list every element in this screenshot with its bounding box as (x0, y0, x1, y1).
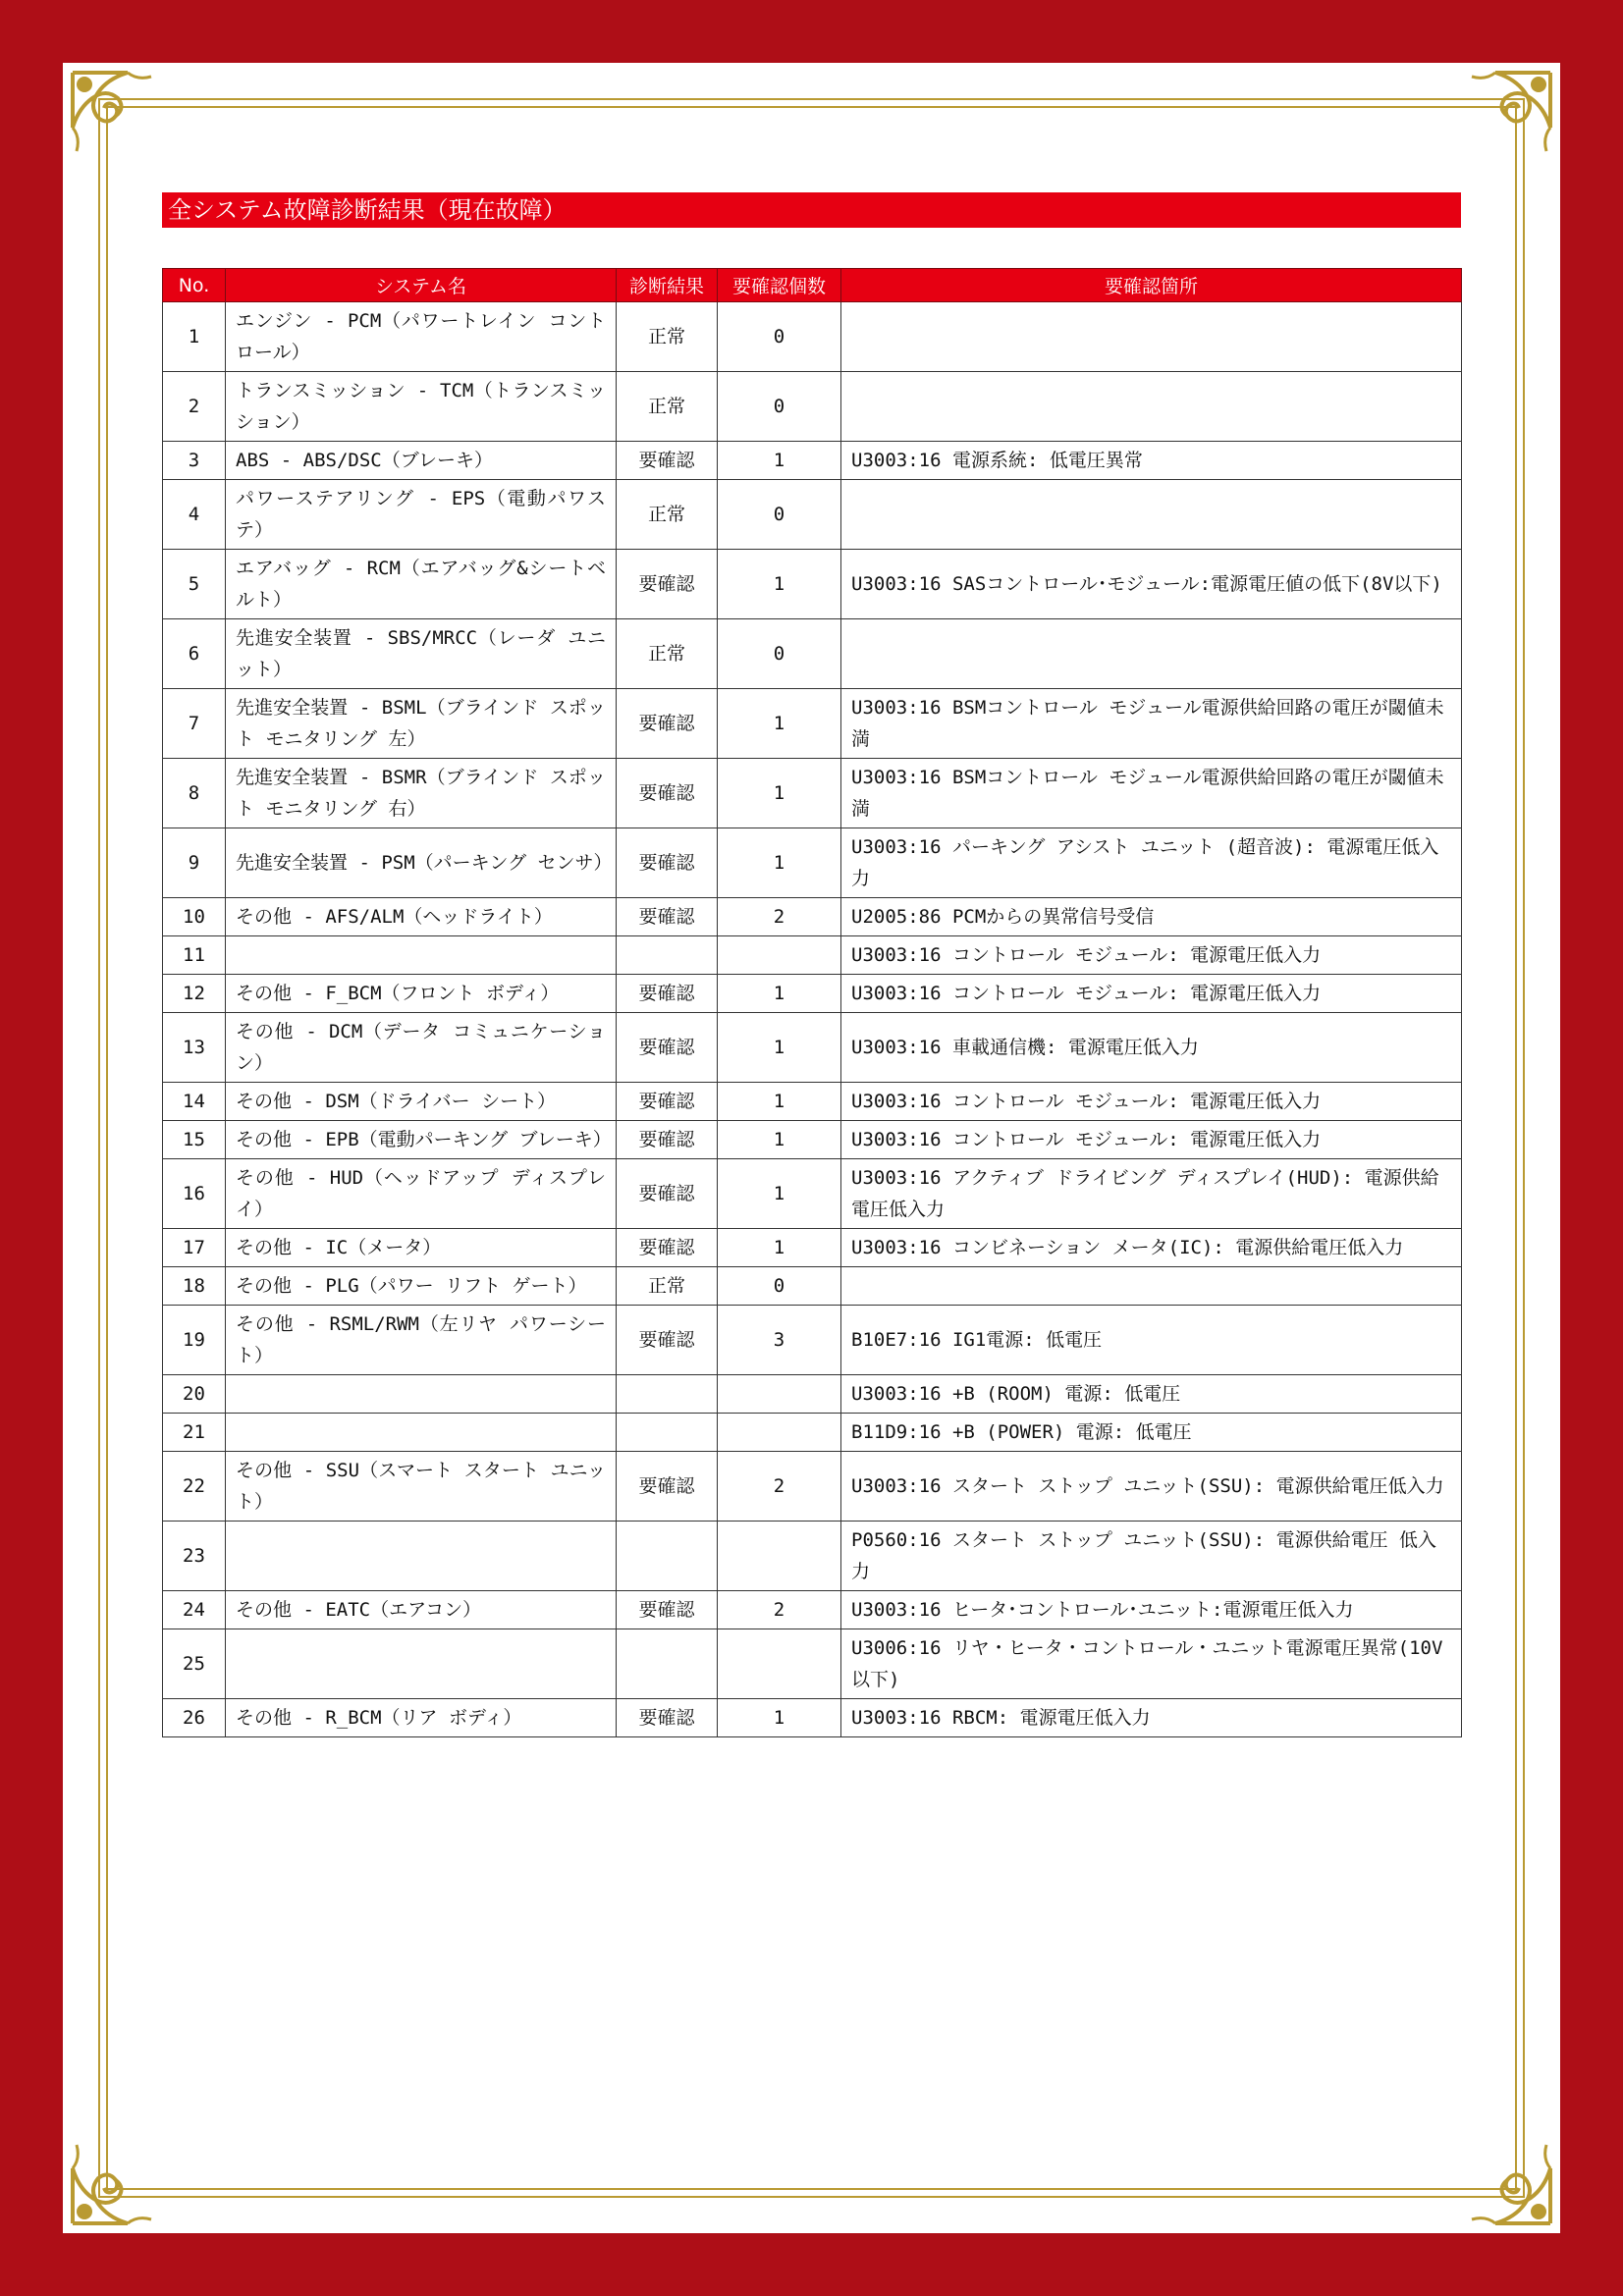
cell-detail: B10E7:16 IG1電源: 低電圧 (841, 1306, 1462, 1375)
cell-count: 1 (718, 550, 841, 619)
cell-detail: U3003:16 コントロール モジュール: 電源電圧低入力 (841, 1121, 1462, 1159)
cell-result: 正常 (617, 1267, 718, 1306)
table-row (163, 1159, 1462, 1229)
cell-no: 24 (163, 1591, 226, 1629)
column-header-no: No. (163, 269, 226, 302)
cell-no: 21 (163, 1414, 226, 1452)
cell-result: 要確認 (617, 898, 718, 936)
table-row (163, 975, 1462, 1013)
cell-system-name: エアバッグ - RCM（エアバッグ&シートベルト） (226, 550, 617, 619)
cell-count: 1 (718, 1083, 841, 1121)
cell-detail (841, 480, 1462, 550)
cell-detail: U3003:16 車載通信機: 電源電圧低入力 (841, 1013, 1462, 1083)
cell-count: 3 (718, 1306, 841, 1375)
table-row (163, 1699, 1462, 1737)
cell-system-name: 先進安全装置 - BSMR（ブラインド スポット モニタリング 右） (226, 759, 617, 828)
table-row (163, 550, 1462, 619)
table-row (163, 1229, 1462, 1267)
cell-system-name: その他 - EPB（電動パーキング ブレーキ） (226, 1121, 617, 1159)
cell-result: 要確認 (617, 1013, 718, 1083)
table-row (163, 1591, 1462, 1629)
table-row (163, 759, 1462, 828)
cell-no: 19 (163, 1306, 226, 1375)
column-header-count: 要確認個数 (718, 269, 841, 302)
cell-count: 2 (718, 1452, 841, 1522)
cell-detail (841, 302, 1462, 372)
cell-no: 20 (163, 1375, 226, 1414)
cell-detail: U3006:16 リヤ・ヒータ・コントロール・ユニット電源電圧異常(10V以下) (841, 1629, 1462, 1699)
cell-system-name: トランスミッション - TCM（トランスミッション） (226, 372, 617, 442)
cell-count (718, 936, 841, 975)
table-row (163, 1629, 1462, 1699)
table-row (163, 1013, 1462, 1083)
cell-no: 9 (163, 828, 226, 898)
cell-count (718, 1414, 841, 1452)
cell-detail: U3003:16 コントロール モジュール: 電源電圧低入力 (841, 1083, 1462, 1121)
corner-ornament-icon (1464, 69, 1554, 159)
cell-system-name: その他 - AFS/ALM（ヘッドライト） (226, 898, 617, 936)
column-header-system: システム名 (226, 269, 617, 302)
cell-system-name: 先進安全装置 - PSM（パーキング センサ） (226, 828, 617, 898)
cell-result (617, 1629, 718, 1699)
cell-result: 要確認 (617, 1306, 718, 1375)
table-row (163, 828, 1462, 898)
cell-detail: U3003:16 アクティブ ドライビング ディスプレイ(HUD): 電源供給電圧低入力 (841, 1159, 1462, 1229)
cell-count: 0 (718, 372, 841, 442)
cell-system-name: その他 - DSM（ドライバー シート） (226, 1083, 617, 1121)
table-row (163, 619, 1462, 689)
cell-system-name (226, 1522, 617, 1591)
report-title: 全システム故障診断結果（現在故障） (162, 192, 1461, 228)
table-row (163, 372, 1462, 442)
cell-result: 要確認 (617, 828, 718, 898)
cell-system-name: その他 - IC（メータ） (226, 1229, 617, 1267)
cell-no: 18 (163, 1267, 226, 1306)
cell-no: 4 (163, 480, 226, 550)
table-row (163, 1522, 1462, 1591)
cell-detail: U3003:16 BSMコントロール モジュール電源供給回路の電圧が閾値未満 (841, 759, 1462, 828)
cell-system-name (226, 936, 617, 975)
cell-detail: P0560:16 スタート ストップ ユニット(SSU): 電源供給電圧 低入力 (841, 1522, 1462, 1591)
cell-detail: U3003:16 BSMコントロール モジュール電源供給回路の電圧が閾値未満 (841, 689, 1462, 759)
table-row (163, 1083, 1462, 1121)
cell-no: 1 (163, 302, 226, 372)
cell-no: 17 (163, 1229, 226, 1267)
cell-count: 0 (718, 1267, 841, 1306)
cell-result: 要確認 (617, 1699, 718, 1737)
table-row (163, 1306, 1462, 1375)
cell-detail: U3003:16 ヒータ･コントロール･ユニット:電源電圧低入力 (841, 1591, 1462, 1629)
corner-ornament-icon (69, 2137, 159, 2227)
cell-count: 1 (718, 1229, 841, 1267)
cell-system-name: その他 - RSML/RWM（左リヤ パワーシート） (226, 1306, 617, 1375)
cell-count: 1 (718, 975, 841, 1013)
table-row (163, 689, 1462, 759)
cell-result: 要確認 (617, 1083, 718, 1121)
cell-count (718, 1522, 841, 1591)
cell-no: 7 (163, 689, 226, 759)
cell-result: 要確認 (617, 975, 718, 1013)
cell-no: 3 (163, 442, 226, 480)
table-row (163, 1452, 1462, 1522)
table-row (163, 480, 1462, 550)
table-row (163, 1414, 1462, 1452)
table-row (163, 302, 1462, 372)
cell-result: 要確認 (617, 550, 718, 619)
cell-detail: U3003:16 スタート ストップ ユニット(SSU): 電源供給電圧低入力 (841, 1452, 1462, 1522)
cell-no: 8 (163, 759, 226, 828)
cell-result: 要確認 (617, 1591, 718, 1629)
cell-count: 0 (718, 619, 841, 689)
cell-result: 正常 (617, 619, 718, 689)
cell-result (617, 1414, 718, 1452)
cell-count: 1 (718, 442, 841, 480)
cell-result (617, 1375, 718, 1414)
cell-system-name: その他 - SSU（スマート スタート ユニット） (226, 1452, 617, 1522)
table-header-row (163, 269, 1462, 302)
cell-count: 2 (718, 1591, 841, 1629)
cell-result: 要確認 (617, 1159, 718, 1229)
cell-system-name: 先進安全装置 - SBS/MRCC（レーダ ユニット） (226, 619, 617, 689)
cell-no: 22 (163, 1452, 226, 1522)
cell-detail (841, 619, 1462, 689)
cell-system-name: ABS - ABS/DSC（ブレーキ） (226, 442, 617, 480)
cell-count: 1 (718, 1121, 841, 1159)
table-row (163, 1121, 1462, 1159)
column-header-result: 診断結果 (617, 269, 718, 302)
cell-detail: U3003:16 コントロール モジュール: 電源電圧低入力 (841, 975, 1462, 1013)
cell-system-name: その他 - HUD（ヘッドアップ ディスプレイ） (226, 1159, 617, 1229)
cell-system-name (226, 1629, 617, 1699)
cell-no: 23 (163, 1522, 226, 1591)
cell-detail: U3003:16 SASコントロール･モジュール:電源電圧値の低下(8V以下) (841, 550, 1462, 619)
cell-detail (841, 372, 1462, 442)
cell-count (718, 1375, 841, 1414)
cell-system-name: その他 - F_BCM（フロント ボディ） (226, 975, 617, 1013)
table-row (163, 898, 1462, 936)
table-row (163, 936, 1462, 975)
cell-system-name: エンジン - PCM（パワートレイン コントロール） (226, 302, 617, 372)
corner-ornament-icon (1464, 2137, 1554, 2227)
cell-detail: U3003:16 コンビネーション メータ(IC): 電源供給電圧低入力 (841, 1229, 1462, 1267)
cell-count (718, 1629, 841, 1699)
cell-no: 10 (163, 898, 226, 936)
cell-result: 要確認 (617, 442, 718, 480)
cell-no: 13 (163, 1013, 226, 1083)
cell-no: 6 (163, 619, 226, 689)
table-row (163, 1267, 1462, 1306)
cell-result: 要確認 (617, 759, 718, 828)
cell-detail: U3003:16 RBCM: 電源電圧低入力 (841, 1699, 1462, 1737)
cell-no: 16 (163, 1159, 226, 1229)
table-row (163, 1375, 1462, 1414)
cell-count: 1 (718, 828, 841, 898)
cell-detail: U3003:16 +B (ROOM) 電源: 低電圧 (841, 1375, 1462, 1414)
cell-result: 正常 (617, 480, 718, 550)
cell-detail: U3003:16 コントロール モジュール: 電源電圧低入力 (841, 936, 1462, 975)
cell-system-name: その他 - EATC（エアコン） (226, 1591, 617, 1629)
cell-no: 12 (163, 975, 226, 1013)
cell-no: 11 (163, 936, 226, 975)
cell-result: 要確認 (617, 1452, 718, 1522)
cell-system-name: パワーステアリング - EPS（電動パワステ） (226, 480, 617, 550)
cell-detail: U2005:86 PCMからの異常信号受信 (841, 898, 1462, 936)
cell-detail: U3003:16 パーキング アシスト ユニット (超音波): 電源電圧低入力 (841, 828, 1462, 898)
cell-count: 0 (718, 480, 841, 550)
cell-no: 25 (163, 1629, 226, 1699)
column-header-detail: 要確認箇所 (841, 269, 1462, 302)
cell-no: 5 (163, 550, 226, 619)
diagnosis-table (162, 268, 1462, 1737)
cell-detail: B11D9:16 +B (POWER) 電源: 低電圧 (841, 1414, 1462, 1452)
cell-system-name (226, 1375, 617, 1414)
cell-result: 正常 (617, 302, 718, 372)
cell-system-name: その他 - PLG（パワー リフト ゲート） (226, 1267, 617, 1306)
cell-count: 1 (718, 1013, 841, 1083)
cell-system-name: その他 - R_BCM（リア ボディ） (226, 1699, 617, 1737)
cell-result (617, 936, 718, 975)
cell-result: 要確認 (617, 1229, 718, 1267)
cell-count: 0 (718, 302, 841, 372)
cell-count: 1 (718, 689, 841, 759)
cell-no: 2 (163, 372, 226, 442)
cell-system-name (226, 1414, 617, 1452)
cell-system-name: その他 - DCM（データ コミュニケーション） (226, 1013, 617, 1083)
cell-detail (841, 1267, 1462, 1306)
cell-detail: U3003:16 電源系統: 低電圧異常 (841, 442, 1462, 480)
cell-no: 14 (163, 1083, 226, 1121)
cell-result: 要確認 (617, 1121, 718, 1159)
cell-no: 26 (163, 1699, 226, 1737)
cell-result: 正常 (617, 372, 718, 442)
cell-count: 2 (718, 898, 841, 936)
cell-result (617, 1522, 718, 1591)
cell-result: 要確認 (617, 689, 718, 759)
cell-count: 1 (718, 759, 841, 828)
table-row (163, 442, 1462, 480)
corner-ornament-icon (69, 69, 159, 159)
cell-system-name: 先進安全装置 - BSML（ブラインド スポット モニタリング 左） (226, 689, 617, 759)
cell-no: 15 (163, 1121, 226, 1159)
cell-count: 1 (718, 1159, 841, 1229)
cell-count: 1 (718, 1699, 841, 1737)
